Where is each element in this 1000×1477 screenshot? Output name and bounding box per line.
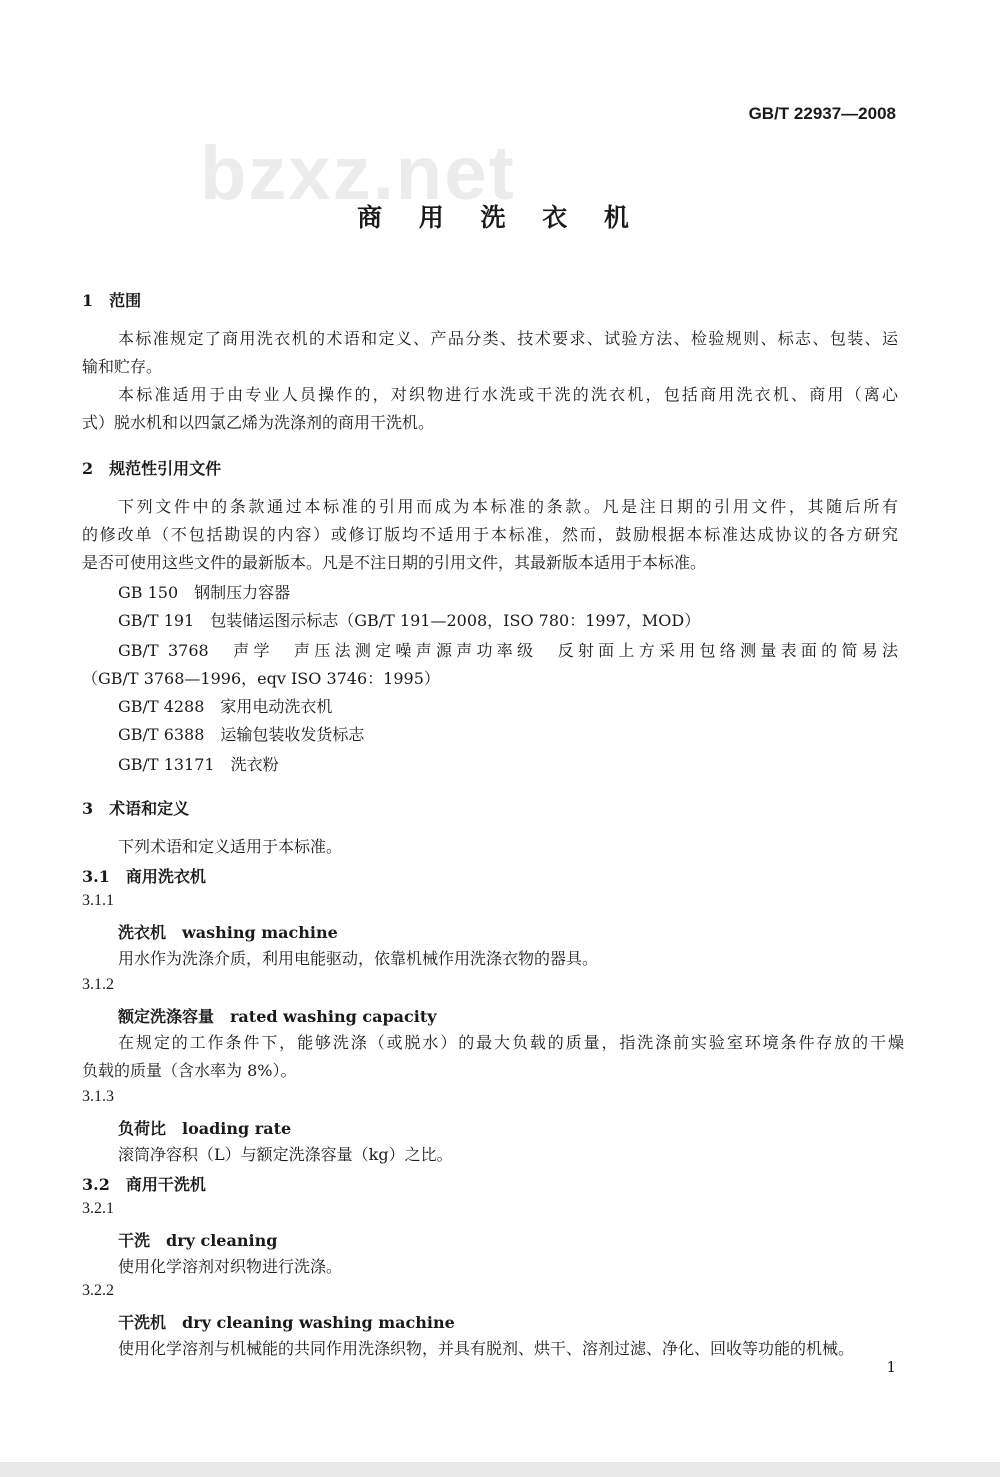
section-1-paragraph-1-line-1: 本标准规定了商用洗衣机的术语和定义、产品分类、技术要求、试验方法、检验规则、标志、包装、运 — [118, 329, 898, 348]
section-1-paragraph-2-line-1: 本标准适用于由专业人员操作的，对织物进行水洗或干洗的洗衣机，包括商用洗衣机、商用（离心 — [118, 385, 898, 404]
section-3-1-heading: 3.1 商用洗衣机 — [82, 867, 206, 886]
term-washing-machine: 洗衣机 washing machine — [118, 923, 338, 942]
term-dry-cleaning-washing-machine: 干洗机 dry cleaning washing machine — [118, 1313, 455, 1332]
page-title: 商 用 洗 衣 机 — [357, 203, 643, 232]
section-2-paragraph-line-3: 是否可使用这些文件的最新版本。凡是不注日期的引用文件，其最新版本适用于本标准。 — [82, 553, 707, 572]
clause-3-1-3-number: 3.1.3 — [82, 1088, 114, 1105]
definition-rated-washing-capacity-line-2: 负载的质量（含水率为 8%）。 — [82, 1061, 297, 1080]
section-2-paragraph-line-1: 下列文件中的条款通过本标准的引用而成为本标准的条款。凡是注日期的引用文件，其随后所有 — [118, 497, 898, 516]
section-3-intro: 下列术语和定义适用于本标准。 — [118, 837, 343, 856]
section-2-heading: 2 规范性引用文件 — [82, 459, 222, 478]
reference-gbt3768: GB/T 3768 声学 声压法测定噪声源声功率级 反射面上方采用包络测量表面的简易法 — [118, 641, 898, 660]
section-2-paragraph-line-2: 的修改单（不包括勘误的内容）或修订版均不适用于本标准，然而，鼓励根据本标准达成协议的各方研究 — [82, 525, 898, 544]
clause-3-2-1-number: 3.2.1 — [82, 1200, 114, 1217]
definition-dry-cleaning: 使用化学溶剂对织物进行洗涤。 — [118, 1257, 343, 1276]
term-rated-washing-capacity: 额定洗涤容量 rated washing capacity — [118, 1007, 437, 1026]
section-3-2-heading: 3.2 商用干洗机 — [82, 1175, 206, 1194]
standard-code: GB/T 22937—2008 — [748, 104, 896, 123]
definition-rated-washing-capacity-line-1: 在规定的工作条件下，能够洗涤（或脱水）的最大负载的质量，指洗涤前实验室环境条件存放的干燥 — [118, 1033, 904, 1052]
section-1-paragraph-1-line-2: 输和贮存。 — [82, 357, 163, 376]
reference-gbt4288: GB/T 4288 家用电动洗衣机 — [118, 697, 333, 716]
reference-gbt13171: GB/T 13171 洗衣粉 — [118, 755, 279, 774]
definition-washing-machine: 用水作为洗涤介质，利用电能驱动，依靠机械作用洗涤衣物的器具。 — [118, 949, 599, 968]
definition-loading-rate: 滚筒净容积（L）与额定洗涤容量（kg）之比。 — [118, 1145, 453, 1164]
section-1-paragraph-2-line-2: 式）脱水机和以四氯乙烯为洗涤剂的商用干洗机。 — [82, 413, 435, 432]
definition-dry-cleaning-washing-machine: 使用化学溶剂与机械能的共同作用洗涤织物，并具有脱剂、烘干、溶剂过滤、净化、回收等功能的机械。 — [118, 1339, 855, 1358]
term-loading-rate: 负荷比 loading rate — [118, 1119, 292, 1138]
reference-gb150: GB 150 钢制压力容器 — [118, 583, 291, 602]
page-bottom-edge — [0, 1462, 1000, 1477]
section-1-heading: 1 范围 — [82, 291, 142, 310]
term-dry-cleaning: 干洗 dry cleaning — [118, 1231, 278, 1250]
reference-gbt6388: GB/T 6388 运输包装收发货标志 — [118, 725, 365, 744]
clause-3-1-1-number: 3.1.1 — [82, 892, 114, 909]
section-3-heading: 3 术语和定义 — [82, 799, 190, 818]
reference-gbt191: GB/T 191 包装储运图示标志（GB/T 191—2008，ISO 780：1997，MOD） — [118, 611, 701, 630]
clause-3-2-2-number: 3.2.2 — [82, 1282, 114, 1299]
watermark: bzxz.net — [200, 131, 516, 216]
page-number: 1 — [886, 1358, 896, 1376]
clause-3-1-2-number: 3.1.2 — [82, 976, 114, 993]
reference-gbt3768-continued: （GB/T 3768—1996，eqv ISO 3746：1995） — [82, 669, 440, 688]
